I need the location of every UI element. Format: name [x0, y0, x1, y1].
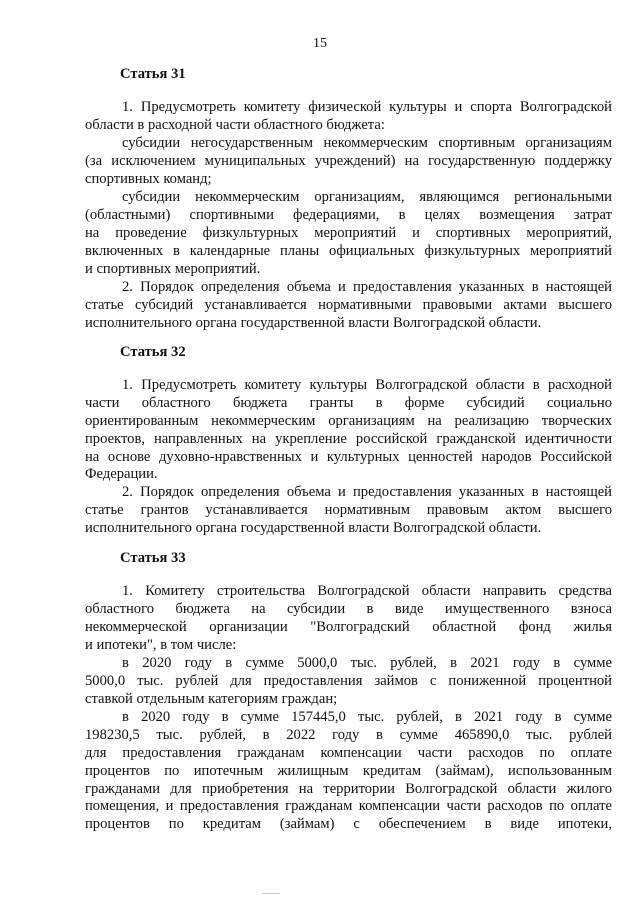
text-line: 1. Комитету строительства Волгоградской области направить средства — [122, 583, 612, 599]
text-line: статье грантов устанавливается нормативным правовым актом высшего — [85, 501, 612, 518]
footer-divider — [262, 893, 280, 894]
text-line: 2. Порядок определения объема и предоставления указанных в настоящей — [122, 279, 612, 295]
text-line: субсидии некоммерческим организациям, являющимся региональными — [122, 189, 612, 205]
text-line: (за исключением муниципальных учреждений) на государственную поддержку — [85, 152, 612, 169]
text-line: субсидии негосударственным некоммерческим спортивным организациям — [122, 135, 612, 151]
text-line: гражданами для приобретения на территории Волгоградской области жилого — [85, 780, 612, 797]
article-32-paragraph-2 — [85, 484, 612, 538]
article-33-heading: Статья 33 — [120, 550, 186, 566]
text-line: статье субсидий устанавливается нормативными правовыми актами высшего — [85, 296, 612, 313]
text-line: 198230,5 тыс. рублей, в 2022 году в сумме 465890,0 тыс. рублей — [85, 726, 612, 743]
text-line: ориентированным некоммерческим организациям на реализацию творческих — [85, 412, 612, 429]
text-line: помещения, и предоставления гражданам компенсации части расходов по оплате — [85, 798, 612, 815]
text-line: в 2020 году в сумме 157445,0 тыс. рублей, в 2021 году в сумме — [122, 709, 612, 725]
article-33-paragraph-1 — [85, 583, 612, 655]
text-line: в 2020 году в сумме 5000,0 тыс. рублей, в 2021 году в сумме — [122, 655, 612, 671]
article-33-paragraph-2 — [85, 655, 612, 709]
text-line: некоммерческой организации "Волгоградский областной фонд жилья — [85, 618, 612, 635]
text-line: процентов по ипотечным жилищным кредитам (займам), использованным — [85, 762, 612, 779]
page-number: 15 — [313, 36, 327, 51]
text-line: исполнительного органа государственной власти Волгоградской области. — [85, 314, 542, 331]
article-31-heading: Статья 31 — [120, 66, 186, 82]
text-line: и спортивных мероприятий. — [85, 260, 261, 277]
text-line: области в расходной части областного бюджета: — [85, 116, 385, 133]
text-line: проектов, направленных на укрепление российской гражданской идентичности — [85, 430, 612, 447]
text-line: процентов по кредитам (займам) с обеспечением в виде ипотеки, — [85, 816, 612, 833]
text-line: 1. Предусмотреть комитету культуры Волгоградской области в расходной — [122, 377, 612, 393]
article-33-paragraph-3 — [85, 709, 612, 834]
text-line: 2. Порядок определения объема и предоставления указанных в настоящей — [122, 484, 612, 500]
article-31-paragraph-3 — [85, 189, 612, 278]
text-line: и ипотеки", в том числе: — [85, 636, 237, 653]
text-line: (областными) спортивными федерациями, в целях возмещения затрат — [85, 206, 612, 223]
text-line: Федерации. — [85, 466, 158, 483]
text-line: исполнительного органа государственной власти Волгоградской области. — [85, 519, 542, 536]
text-line: на проведение физкультурных мероприятий и спортивных мероприятий, — [85, 224, 612, 241]
text-line: части областного бюджета гранты в форме субсидий социально — [85, 394, 612, 411]
text-line: спортивных команд; — [85, 170, 212, 187]
article-31-paragraph-1 — [85, 99, 612, 135]
text-line: для предоставления гражданам компенсации части расходов по оплате — [85, 744, 612, 761]
text-line: на основе духовно-нравственных и культурных ценностей народов Российской — [85, 448, 612, 465]
text-line: включенных в календарные планы официальных физкультурных мероприятий — [85, 242, 612, 259]
article-32-heading: Статья 32 — [120, 344, 186, 360]
article-31-paragraph-2 — [85, 135, 612, 189]
text-line: 5000,0 тыс. рублей для предоставления займов с пониженной процентной — [85, 672, 612, 689]
article-31-paragraph-4 — [85, 279, 612, 333]
text-line: 1. Предусмотреть комитету физической культуры и спорта Волгоградской — [122, 99, 612, 115]
text-line: областного бюджета на субсидии в виде имущественного взноса — [85, 600, 612, 617]
text-line: ставкой отдельным категориям граждан; — [85, 690, 338, 707]
article-32-paragraph-1 — [85, 377, 612, 484]
